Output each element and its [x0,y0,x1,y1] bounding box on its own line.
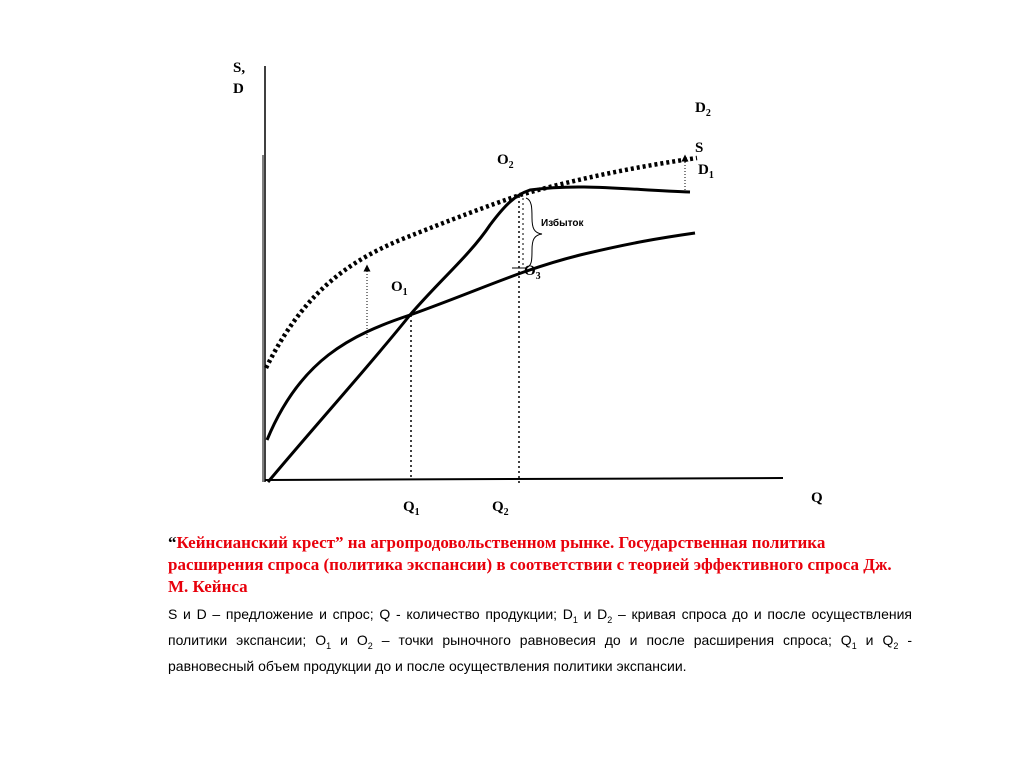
figure-caption [168,532,912,676]
caption-title-text: Кейнсианский крест” на агропродовольственном рынке. Государственная политика расширения спроса (политика экспансии) в соответствии с теорией эффективного спроса Дж. М. Кейнса [168,533,892,596]
axis-x-label: Q [811,490,823,506]
label-surplus: Избыток [541,218,584,229]
label-s: S [695,140,704,156]
label-o3: $O_3$ [524,263,541,282]
caption-body: S и D – предложение и спрос; Q - количество продукции; $D_1$ и $D_2$ – кривая спроса до и после осуществления политики экспансии; $O_1$ и $O_2$ – точки рыночного равновесия до и после расширения спроса; $Q_1$ и $Q_2$ - равновесный объем продукции до и после осуществления политики экспансии. [168,606,912,674]
axis-y-label: S, [233,60,246,76]
supply-curve-s [268,187,690,482]
label-o1: $O_1$ [391,279,408,298]
caption-open-quote: “ [168,533,177,552]
caption-title [168,532,912,598]
axis-y-label-2: D [233,81,244,97]
label-q2: $Q_2$ [492,499,509,518]
label-d2: $D_2$ [695,100,711,119]
x-axis [265,478,783,480]
surplus-brace [526,198,542,268]
label-q1: $Q_1$ [403,499,420,518]
label-o2: $O_2$ [497,152,514,171]
label-d1: $D_1$ [698,162,714,181]
